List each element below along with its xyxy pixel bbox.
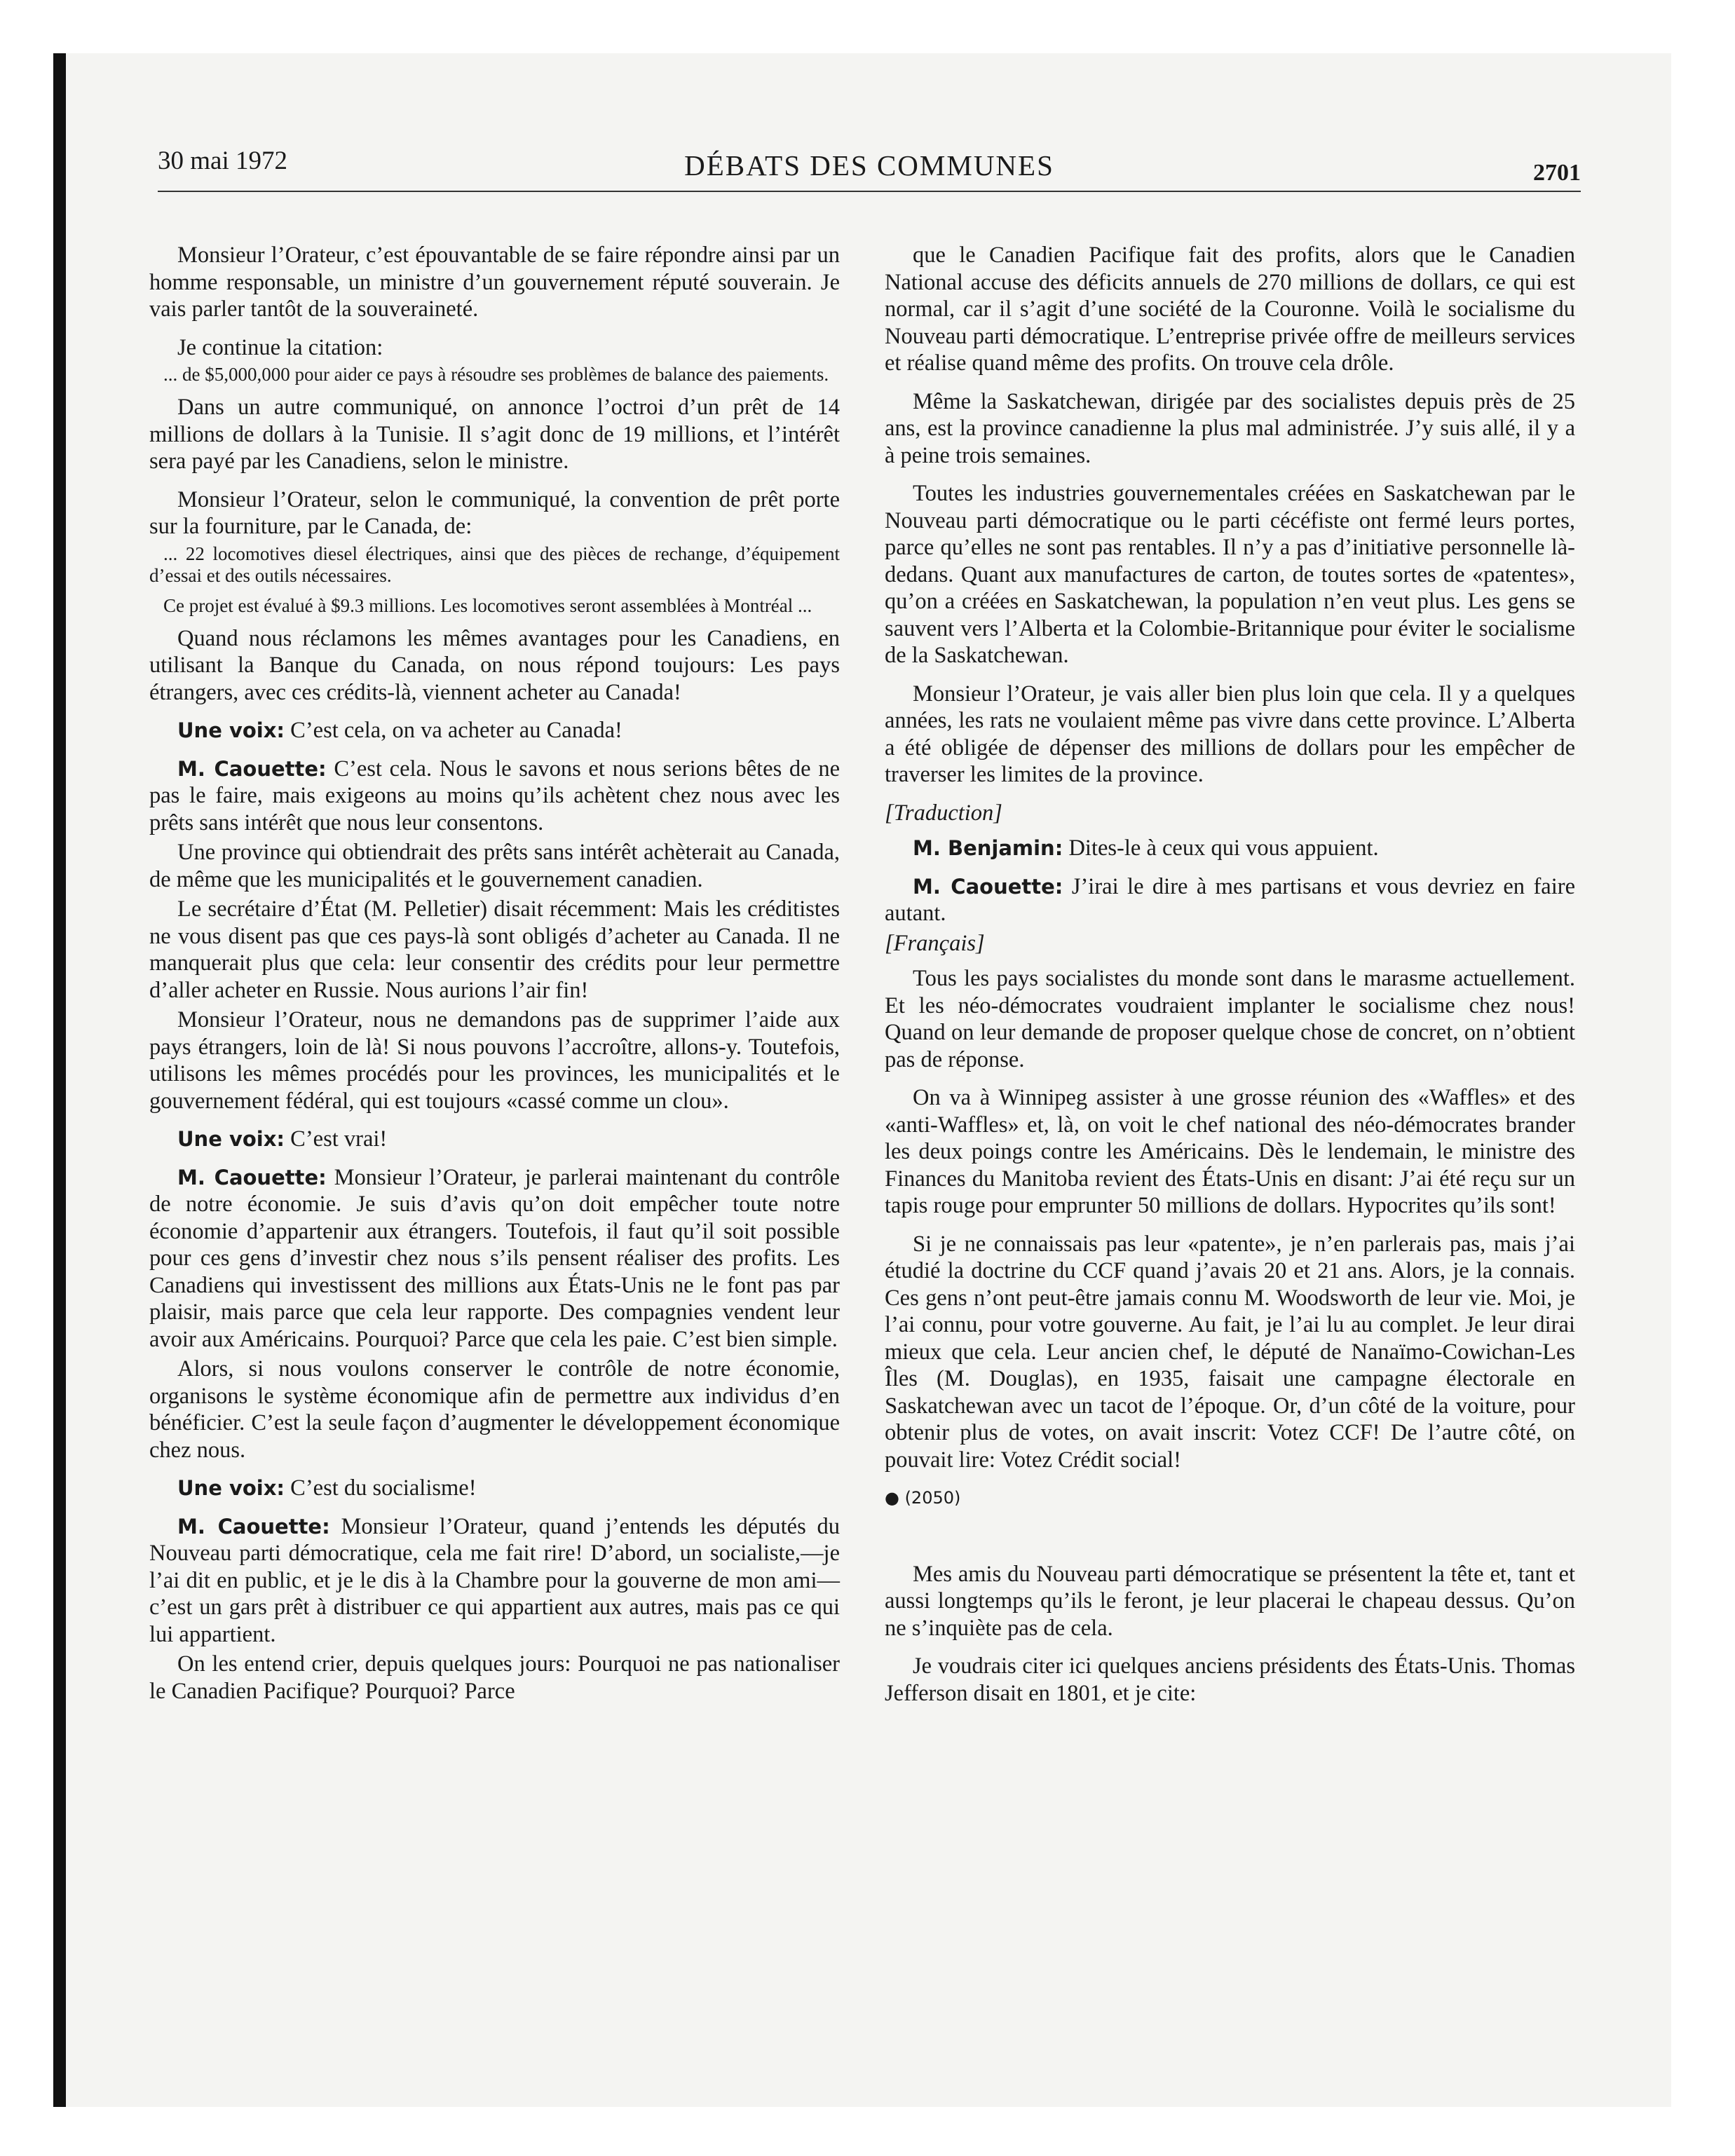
paragraph: Monsieur l’Orateur, selon le communiqué, la convention de prêt porte sur la fourniture, par le Canada, de: <box>149 486 840 539</box>
paragraph: Le secrétaire d’État (M. Pelletier) disait récemment: Mais les créditistes ne vous disent pas que ces pays-là sont obligés d’acheter au Canada. Il ne manquerait plus que cela: leur consentir des crédits pour leur permettre d’aller acheter en Russie. Nous aurions l’air fin! <box>149 896 840 1003</box>
speech <box>885 873 1575 927</box>
speaker-name: Une voix: <box>177 718 285 742</box>
speaker-name: Une voix: <box>177 1476 285 1500</box>
translation-label: [Traduction] <box>885 800 1002 826</box>
speech <box>149 1164 840 1353</box>
scan-edge <box>53 53 66 2107</box>
paragraph: On va à Winnipeg assister à une grosse réunion des «Waffles» et des «anti-Waffles» et, là, on voit le chef national des néo-démocrates brander les deux poings contre les Américains. Dès le lendemain, le ministre des Finances du Manitoba revient des États-Unis en disant: J’ai été reçu sur un tapis rouge pour emprunter 50 millions de dollars. Hypocrites qu’ils sont! <box>885 1085 1575 1218</box>
speaker-name: M. Benjamin: <box>913 836 1063 860</box>
speech-text: Dites-le à ceux qui vous appuient. <box>1063 835 1379 861</box>
paragraph: On les entend crier, depuis quelques jours: Pourquoi ne pas nationaliser le Canadien Pacifique? Pourquoi? Parce <box>149 1651 840 1704</box>
speech <box>149 1475 840 1502</box>
paragraph: Même la Saskatchewan, dirigée par des socialistes depuis près de 25 ans, est la province canadienne la plus mal administrée. J’y suis allé, il y a à peine trois semaines. <box>885 388 1575 468</box>
quotation: ... de $5,000,000 pour aider ce pays à résoudre ses problèmes de balance des paiements. <box>163 364 829 385</box>
time-marker: ● (2050) <box>885 1488 961 1508</box>
header-title: DÉBATS DES COMMUNES <box>684 149 1054 182</box>
paragraph: Monsieur l’Orateur, nous ne demandons pas de supprimer l’aide aux pays étrangers, loin de là! Si nous pouvons l’accroître, allons-y. Toutefois, utilisons les mêmes procédés pour les provinces, les municipalités et le gouvernement fédéral, qui est toujours «cassé comme un clou». <box>149 1007 840 1114</box>
paragraph: que le Canadien Pacifique fait des profits, alors que le Canadien National accuse des déficits annuels de 270 millions de dollars, ce qui est normal, car il s’agit d’une société de la Couronne. Voilà le socialisme du Nouveau parti démocratique. L’entreprise privée offre de meilleurs services et réalise quand même des profits. On trouve cela drôle. <box>885 243 1575 376</box>
quotation: Ce projet est évalué à $9.3 millions. Les locomotives seront assemblées à Montréal ... <box>163 594 812 616</box>
speech <box>149 717 840 744</box>
paragraph: Tous les pays socialistes du monde sont dans le marasme actuellement. Et les néo-démocrates voudraient implanter le socialisme chez nous! Quand on leur demande de proposer quelque chose de concret, on n’obtient pas de réponse. <box>885 966 1575 1072</box>
speech-text: Monsieur l’Orateur, je parlerai maintenant du contrôle de notre économie. Je suis d’avis qu’on doit empêcher toute notre économie d’appartenir aux étrangers. Toutefois, il faut qu’il soit possible pour ces gens d’investir chez nous s’ils pensent réaliser des profits. Les Canadiens qui investissent des millions aux États-Unis ne le font pas par plaisir, mais parce que cela leur rapporte. Des compagnies vendent leur avoir aux Américains. Pourquoi? Parce que cela les paie. C’est bien simple. <box>149 1164 840 1352</box>
paragraph: Si je ne connaissais pas leur «patente», je n’en parlerais pas, mais j’ai étudié la doctrine du CCF quand j’avais 20 et 21 ans. Alors, je la connais. Ces gens n’ont peut-être jamais connu M. Woodsworth de leur vie. Moi, je l’ai connu, pour votre gouverne. Au fait, je l’ai lu au complet. Je leur dirai mieux que cela. Leur ancien chef, le député de Nanaïmo-Cowichan-Les Îles (M. Douglas), en 1935, faisait une campagne électorale en Saskatchewan avec un tacot de l’époque. Or, d’un côté de la voiture, pour obtenir plus de votes, on avait inscrit: Votez CCF! De l’autre côté, on pouvait lire: Votez Crédit social! <box>885 1231 1575 1473</box>
paragraph: Alors, si nous voulons conserver le contrôle de notre économie, organisons le système économique afin de permettre aux individus d’en bénéficier. C’est la seule façon d’augmenter le développement économique chez nous. <box>149 1356 840 1463</box>
speaker-name: M. Caouette: <box>177 1165 327 1189</box>
speech-text: C’est cela. Nous le savons et nous serions bêtes de ne pas le faire, mais exigeons au moins qu’ils achètent chez nous avec les prêts sans intérêt que nous leur consentons. <box>149 756 840 835</box>
paragraph: Une province qui obtiendrait des prêts sans intérêt achèterait au Canada, de même que les municipalités et le gouvernement canadien. <box>149 840 840 892</box>
speech-text: Monsieur l’Orateur, quand j’entends les députés du Nouveau parti démocratique, cela me fait rire! D’abord, un socialiste,—je l’ai dit en public, et je le dis à la Chambre pour la gouverne de mon ami—c’est un gars prêt à distribuer ce qui appartient aux autres, mais pas ce qui lui appartient. <box>149 1513 840 1647</box>
speech-text: C’est du socialisme! <box>285 1475 477 1501</box>
paragraph: Je continue la citation: <box>177 334 383 360</box>
left-column <box>149 242 840 1716</box>
right-column <box>885 242 1575 1718</box>
speech-text: C’est vrai! <box>285 1126 388 1152</box>
page-number: 2701 <box>1533 160 1581 186</box>
paragraph: Monsieur l’Orateur, je vais aller bien plus loin que cela. Il y a quelques années, les rats ne voulaient même pas vivre dans cette province. L’Alberta a été obligée de dépenser des millions de dollars pour les empêcher de traverser les limites de la province. <box>885 681 1575 787</box>
quotation: ... 22 locomotives diesel électriques, ainsi que des pièces de rechange, d’équipement d’essai et des outils nécessaires. <box>149 543 840 586</box>
speech <box>885 835 1575 862</box>
speech <box>149 1513 840 1649</box>
speaker-name: M. Caouette: <box>177 756 327 781</box>
speech <box>149 1126 840 1153</box>
speaker-name: Une voix: <box>177 1127 285 1151</box>
speech-text: C’est cela, on va acheter au Canada! <box>285 718 622 743</box>
running-header <box>158 142 1581 192</box>
language-label: [Français] <box>885 930 985 956</box>
paragraph: Quand nous réclamons les mêmes avantages pour les Canadiens, en utilisant la Banque du Canada, on nous répond toujours: Les pays étrangers, avec ces crédits-là, viennent acheter au Canada! <box>149 625 840 705</box>
paragraph: Toutes les industries gouvernementales créées en Saskatchewan par le Nouveau parti démocratique ou le parti cécéfiste ont fermé leurs portes, parce qu’elles ne sont pas rentables. Il n’y a pas d’initiative personnelle là-dedans. Quant aux manufactures de carton, de toutes sortes de «patentes», qu’on a créées en Saskatchewan, la population n’en veut plus. Les gens se sauvent vers l’Alberta et la Colombie-Britannique pour éviter le socialisme de la Saskatchewan. <box>885 481 1575 668</box>
speaker-name: M. Caouette: <box>913 874 1063 899</box>
speaker-name: M. Caouette: <box>177 1514 330 1538</box>
paragraph: Mes amis du Nouveau parti démocratique se présentent la tête et, tant et aussi longtemps qu’ils le feront, je leur placerai le chapeau dessus. Qu’on ne s’inquiète pas de cela. <box>885 1561 1575 1641</box>
header-date: 30 mai 1972 <box>158 146 287 175</box>
paragraph: Dans un autre communiqué, on annonce l’octroi d’un prêt de 14 millions de dollars à la Tunisie. Il s’agit donc de 19 millions, et l’intérêt sera payé par les Canadiens, selon le ministre. <box>149 395 840 474</box>
speech <box>149 756 840 837</box>
speech-text: J’irai le dire à mes partisans et vous devriez en faire autant. <box>885 873 1575 926</box>
paragraph: Monsieur l’Orateur, c’est épouvantable de se faire répondre ainsi par un homme responsable, un ministre d’un gouvernement réputé souverain. Je vais parler tantôt de la souveraineté. <box>149 243 840 322</box>
paragraph: Je voudrais citer ici quelques anciens présidents des États-Unis. Thomas Jefferson disait en 1801, et je cite: <box>885 1653 1575 1706</box>
